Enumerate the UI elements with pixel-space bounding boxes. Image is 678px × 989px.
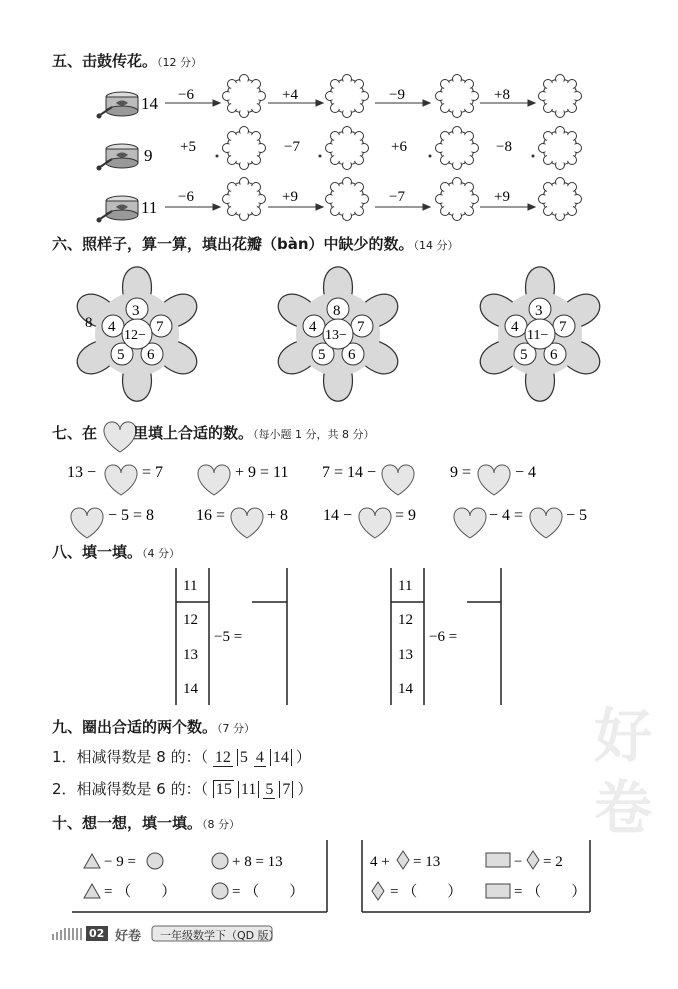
number-choice[interactable]: 4 [255,749,264,766]
question-9-2 [52,778,312,799]
heart-blank [105,465,137,495]
diamond-icon [527,851,539,869]
number-choice[interactable]: 12 [214,749,231,766]
section-title-text: 八、填一填。 [52,543,143,561]
heart-blank [454,508,486,538]
section-8-title [52,541,180,562]
section-points: （8 分） [202,818,241,831]
table-number: 12 [183,612,198,628]
section-6-title [52,233,459,254]
equation-part: − 5 [566,507,588,524]
section-title-text: 七、在 [52,424,98,442]
operation: +4 [282,87,298,103]
table-number: 13 [398,647,413,663]
section-9-title [52,716,255,737]
flower-center: 12− [124,328,146,343]
equation-part: = （ ） [232,884,305,900]
table-number: 12 [398,612,413,628]
watermark: 好卷 [593,702,652,842]
petal-number: 6 [550,347,558,363]
section-7-title [52,422,375,443]
section-title-text: 十、想一想，填一填。 [52,814,203,832]
table-number: 11 [183,578,198,594]
flower-blank [436,178,479,221]
petal-number: 6 [147,347,155,363]
section-title-text: 五、击鼓传花。 [52,52,158,70]
table-operation: −5 = [214,629,243,645]
rectangle-icon [486,884,510,898]
heart-blank [198,465,230,495]
drum-icon [97,196,139,223]
circle-icon [212,883,228,899]
equation-part: = 9 [395,507,417,524]
equation-part: 14 − [323,507,353,524]
equation-part: = 2 [543,854,563,870]
question-label: 1．相减得数是 8 的：（ [52,748,209,766]
section-title-text: 六、照样子，算一算，填出花瓣（bàn）中缺少的数。 [52,235,414,253]
start-number: 9 [144,146,153,165]
flower-blank [539,75,582,118]
equation-part: = 13 [413,854,441,870]
table-number: 13 [183,647,198,663]
equation-part: − 4 [515,464,537,481]
heart-blank [382,465,414,495]
number-choice[interactable]: 5 [237,749,250,766]
section-points: （14 分） [413,239,459,252]
equation-part: 9 = [450,464,472,481]
operation: +6 [391,139,407,155]
triangle-icon [84,884,100,898]
number-choice[interactable]: 11 [238,781,259,798]
answer-box-right [362,840,590,912]
dot-marker [216,155,535,158]
operation: −6 [178,189,194,205]
equation-part: − 4 = [489,507,524,524]
footer-pattern [52,928,82,940]
book-title: 一年级数学下（QD 版） [160,929,280,942]
petal-number: 5 [318,347,326,363]
petal-number: 8 [333,303,341,319]
equation-part: 13 − [67,464,97,481]
number-choice[interactable]: 7 [279,781,293,798]
operation: −7 [389,189,405,205]
table-number: 14 [183,681,198,697]
table-number: 11 [398,578,413,594]
diamond-icon [397,851,409,869]
equation-part: + 8 = 13 [232,854,283,870]
question-close: ） [295,748,311,766]
equation-part: = （ ） [514,884,587,900]
table-number: 14 [398,681,413,697]
section-points: （12 分） [157,56,203,69]
section-title-text: 九、圈出合适的两个数。 [52,718,218,736]
section-points: （每小题 1 分，共 8 分） [253,428,375,441]
flower-blank [539,127,582,170]
number-choice[interactable]: 15 [213,780,234,798]
equation-part: − [514,854,523,870]
heart-blank [231,508,263,538]
triangle-icon [84,854,100,868]
flower-center: 11− [527,328,549,343]
flower-center: 13− [325,328,347,343]
operation: +5 [180,139,196,155]
flower-blank [326,127,369,170]
petal-number: 3 [535,303,543,319]
question-9-1 [52,746,311,767]
section-points: （4 分） [142,547,181,560]
flower-blank [223,75,266,118]
flower-blank [326,178,369,221]
equation-part: + 9 = 11 [235,464,289,481]
equation-part: 7 = 14 − [322,464,377,481]
outer-petal-number: 8 [85,315,93,331]
number-choice[interactable]: 14 [270,749,292,766]
brand-logo: 好卷 [115,929,142,944]
circle-icon [212,853,228,869]
equation-part: = （ ） [104,884,177,900]
petal-number: 4 [309,319,317,335]
equation-part: + 8 [267,507,289,524]
heart-blank [359,508,391,538]
heart-blank [530,508,562,538]
petal-number: 6 [348,347,356,363]
equation-part: − 5 = 8 [108,507,155,524]
petal-number: 5 [117,347,125,363]
petal-number: 4 [108,319,116,335]
petal-number: 7 [156,319,164,335]
flower-blank [436,75,479,118]
heart-blank [478,465,510,495]
flower-blank [436,127,479,170]
operation: +8 [494,87,510,103]
start-number: 11 [141,198,158,217]
drum-icon [97,92,139,119]
equation-part: 4 + [370,854,390,870]
number-choice[interactable]: 5 [265,781,274,798]
petal-number: 7 [559,319,567,335]
section-title-text: 里填上合适的数。 [133,424,254,442]
operation: +9 [494,189,510,205]
operation: −6 [178,87,194,103]
petal-number: 7 [357,319,365,335]
operation: +9 [282,189,298,205]
operation: −7 [284,139,300,155]
section-10-title [52,812,240,833]
diamond-icon [372,882,384,900]
equation-part: 16 = [196,507,226,524]
equation-part: − 9 = [104,854,136,870]
operation: −8 [496,139,512,155]
flower-blank [223,178,266,221]
petal-number: 3 [132,303,140,319]
answer-box-left [72,840,327,912]
start-number: 14 [141,94,158,113]
petal-number: 4 [511,319,519,335]
equation-part: = 7 [142,464,164,481]
heart-blank [71,508,103,538]
rectangle-icon [486,853,510,867]
section-points: （7 分） [217,722,256,735]
question-label: 2．相减得数是 6 的：（ [52,780,209,798]
page-number: 02 [89,927,105,940]
circle-icon [147,853,163,869]
drum-icon [97,144,139,171]
table-operation: −6 = [429,629,458,645]
question-close: ） [297,780,313,798]
equation-part: = （ ） [390,884,463,900]
flower-blank [539,178,582,221]
operation: −9 [389,87,405,103]
petal-number: 5 [520,347,528,363]
flower-blank [326,75,369,118]
flower-blank [223,127,266,170]
